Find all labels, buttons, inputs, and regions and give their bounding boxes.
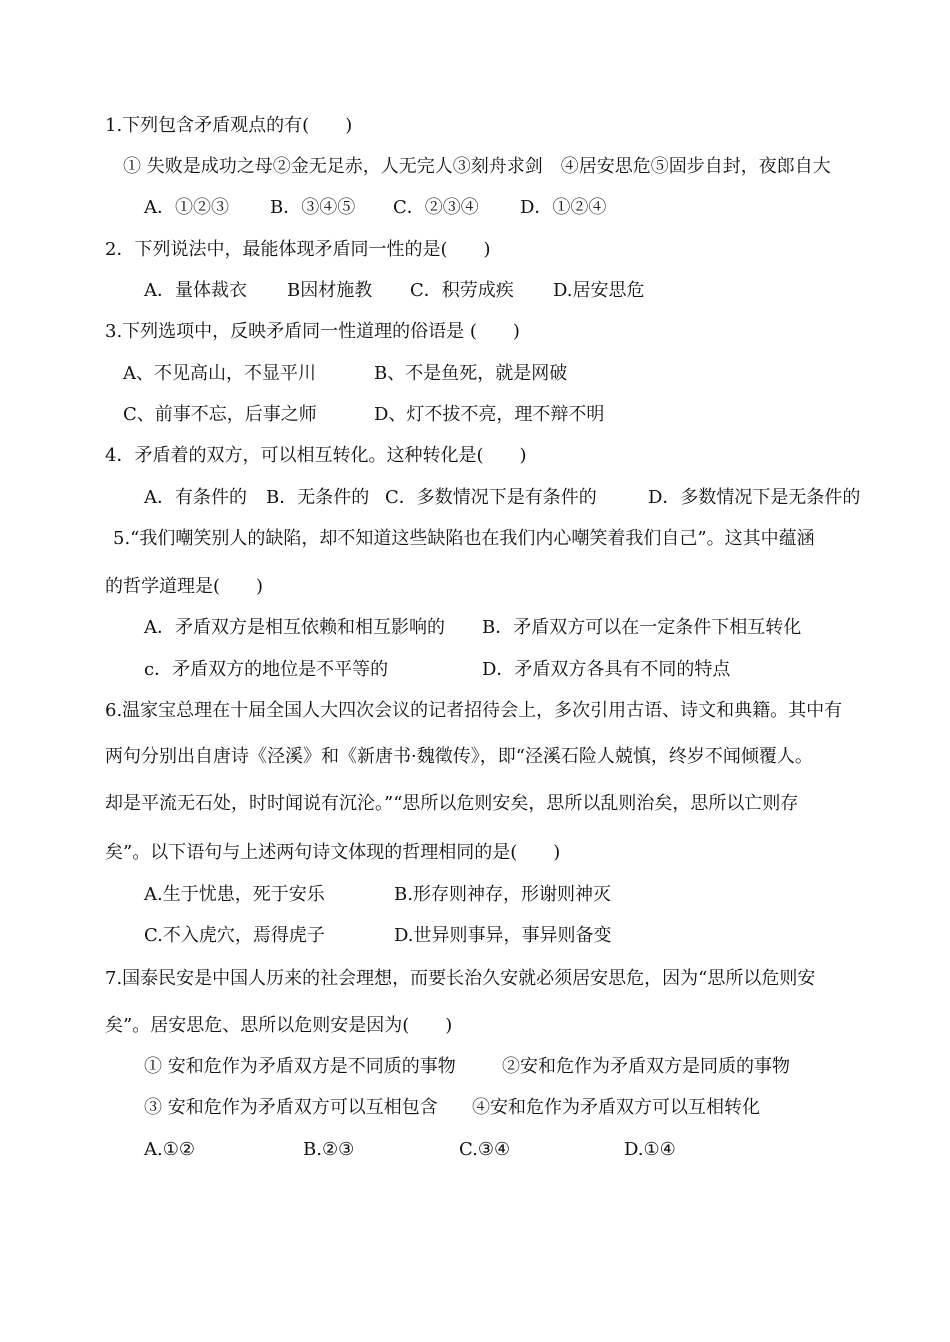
question-4-option-b: B．无条件的 [266,487,370,508]
question-5-option-c: c．矛盾双方的地位是不平等的 [144,659,389,680]
question-1-option-a: A．①②③ [144,197,229,218]
question-3-option-c: C、前事不忘，后事之师 [123,404,317,425]
question-6-option-d: D.世异则事异，事异则备变 [394,925,612,946]
question-3-stem: 3.下列选项中，反映矛盾同一性道理的俗语是 ( ) [105,321,520,342]
question-4-stem: 4．矛盾着的双方，可以相互转化。这种转化是( ) [105,445,527,466]
question-4-option-d: D．多数情况下是无条件的 [648,487,861,508]
question-6-option-c: C.不入虎穴，焉得虎子 [144,925,325,946]
question-6-option-a: A.生于忧患，死于安乐 [144,884,325,905]
question-5-option-b: B．矛盾双方可以在一定条件下相互转化 [482,617,802,638]
question-6-stem-line-2: 两句分别出自唐诗《泾溪》和《新唐书·魏徵传》，即“泾溪石险人兢慎，终岁不闻倾覆人。 [105,746,813,767]
question-2-option-c: C．积劳成疾 [410,280,514,301]
question-3-option-d: D、灯不拔不亮，理不辩不明 [374,404,605,425]
question-7-stem-line-2: 矣”。居安思危、思所以危则安是因为( ) [105,1015,453,1036]
question-6-stem-line-1: 6.温家宝总理在十届全国人大四次会议的记者招待会上，多次引用古语、诗文和典籍。其中有 [105,700,843,721]
question-1-option-b: B．③④⑤ [270,197,356,218]
question-7-option-c: C.③④ [459,1139,511,1160]
question-6-stem-line-3: 却是平流无石处，时时闻说有沉沦。”“思所以危则安矣，思所以乱则治矣，思所以亡则存 [105,793,799,814]
question-5-stem-line-1: 5.“我们嘲笑别人的缺陷，却不知道这些缺陷也在我们内心嘲笑着我们自己”。这其中蕴涵 [113,528,815,549]
question-5-option-a: A．矛盾双方是相互依赖和相互影响的 [144,617,445,638]
question-6-option-b: B.形存则神存，形谢则神灭 [394,884,611,905]
question-4-option-c: C．多数情况下是有条件的 [385,487,597,508]
question-6-stem-line-4: 矣”。以下语句与上述两句诗文体现的哲理相同的是( ) [105,842,561,863]
question-7-item-1: ① 安和危作为矛盾双方是不同质的事物 [144,1056,456,1077]
question-4-option-a: A．有条件的 [144,487,247,508]
question-3-option-a: A、不见高山，不显平川 [123,363,316,384]
question-7-item-3: ③ 安和危作为矛盾双方可以互相包含 [144,1097,438,1118]
question-7-stem-line-1: 7.国泰民安是中国人历来的社会理想，而要长治久安就必须居安思危，因为“思所以危则安 [105,968,816,989]
question-5-stem-line-2: 的哲学道理是( ) [105,576,264,597]
question-7-option-a: A.①② [144,1139,195,1160]
question-1-option-c: C．②③④ [393,197,479,218]
question-7-option-d: D.①④ [624,1139,676,1160]
question-7-option-b: B.②③ [303,1139,355,1160]
question-2-option-a: A．量体裁衣 [144,280,247,301]
question-2-option-d: D.居安思危 [553,280,645,301]
question-2-option-b: B因材施教 [287,280,373,301]
question-5-option-d: D．矛盾双方各具有不同的特点 [482,659,731,680]
question-7-item-2: ②安和危作为矛盾双方是同质的事物 [502,1056,790,1077]
question-1-items: ① 失败是成功之母②金无足赤，人无完人③刻舟求剑 ④居安思危⑤固步自封，夜郎自大 [123,156,831,177]
question-2-stem: 2．下列说法中，最能体现矛盾同一性的是( ) [105,239,491,260]
question-1-option-d: D．①②④ [520,197,607,218]
question-1-stem: 1.下列包含矛盾观点的有( ) [105,115,353,136]
question-7-item-4: ④安和危作为矛盾双方可以互相转化 [472,1097,760,1118]
question-3-option-b: B、不是鱼死，就是网破 [374,363,568,384]
